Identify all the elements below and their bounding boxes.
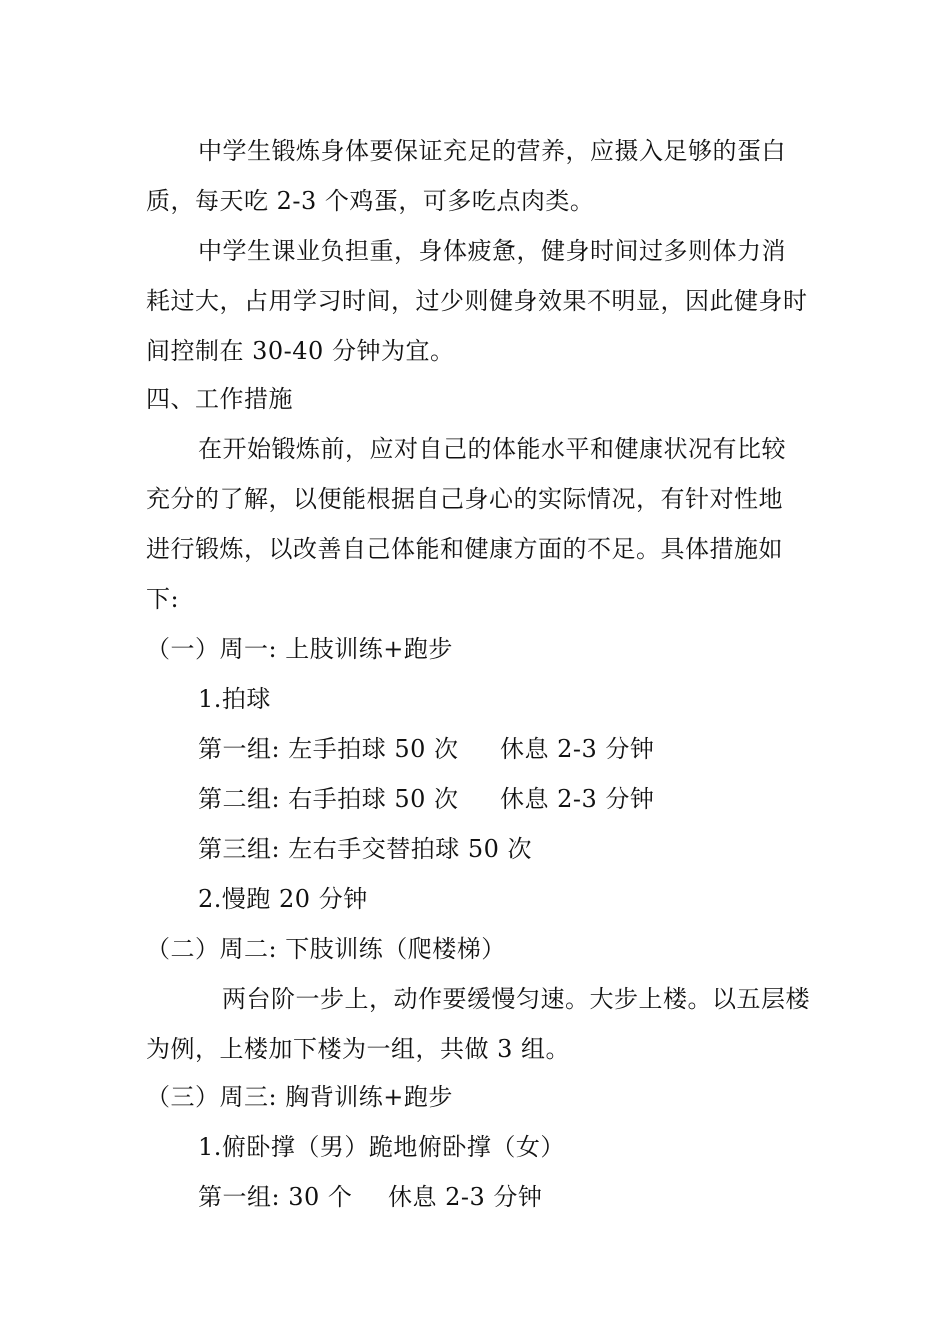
monday-item-1-title: 1.拍球: [198, 685, 271, 713]
paragraph-nutrition-line-1: 中学生锻炼身体要保证充足的营养，应摄入足够的蛋白: [198, 137, 786, 165]
monday-group-3-action: 第三组: 左右手交替拍球 50 次: [198, 835, 533, 863]
wednesday-item-1-title: 1.俯卧撑（男）跪地俯卧撑（女）: [198, 1133, 565, 1161]
paragraph-measures-line-4: 下:: [146, 585, 180, 613]
monday-item-2-title: 2.慢跑 20 分钟: [198, 885, 368, 913]
wednesday-heading: （三）周三: 胸背训练+跑步: [146, 1083, 453, 1111]
paragraph-time-line-3: 间控制在 30-40 分钟为宜。: [146, 337, 455, 365]
monday-group-1-rest: 休息 2-3 分钟: [500, 735, 655, 763]
paragraph-nutrition-line-2: 质，每天吃 2-3 个鸡蛋，可多吃点肉类。: [146, 187, 595, 215]
monday-heading: （一）周一: 上肢训练+跑步: [146, 635, 453, 663]
wednesday-group-1-rest: 休息 2-3 分钟: [388, 1183, 543, 1211]
paragraph-measures-line-1: 在开始锻炼前，应对自己的体能水平和健康状况有比较: [198, 435, 786, 463]
monday-group-1-action: 第一组: 左手拍球 50 次: [198, 735, 459, 763]
monday-group-2-action: 第二组: 右手拍球 50 次: [198, 785, 459, 813]
paragraph-time-line-2: 耗过大，占用学习时间，过少则健身效果不明显，因此健身时: [146, 287, 808, 315]
paragraph-measures-line-2: 充分的了解，以便能根据自己身心的实际情况，有针对性地: [146, 485, 783, 513]
paragraph-time-line-1: 中学生课业负担重，身体疲惫，健身时间过多则体力消: [198, 237, 786, 265]
wednesday-group-1-action: 第一组: 30 个: [198, 1183, 353, 1211]
tuesday-line-1: 两台阶一步上，动作要缓慢匀速。大步上楼。以五层楼: [222, 985, 810, 1013]
tuesday-heading: （二）周二: 下肢训练（爬楼梯）: [146, 935, 506, 963]
paragraph-measures-line-3: 进行锻炼，以改善自己体能和健康方面的不足。具体措施如: [146, 535, 783, 563]
monday-group-2-rest: 休息 2-3 分钟: [500, 785, 655, 813]
section-heading: 四、工作措施: [146, 385, 293, 413]
tuesday-line-2: 为例，上楼加下楼为一组，共做 3 组。: [146, 1035, 571, 1063]
